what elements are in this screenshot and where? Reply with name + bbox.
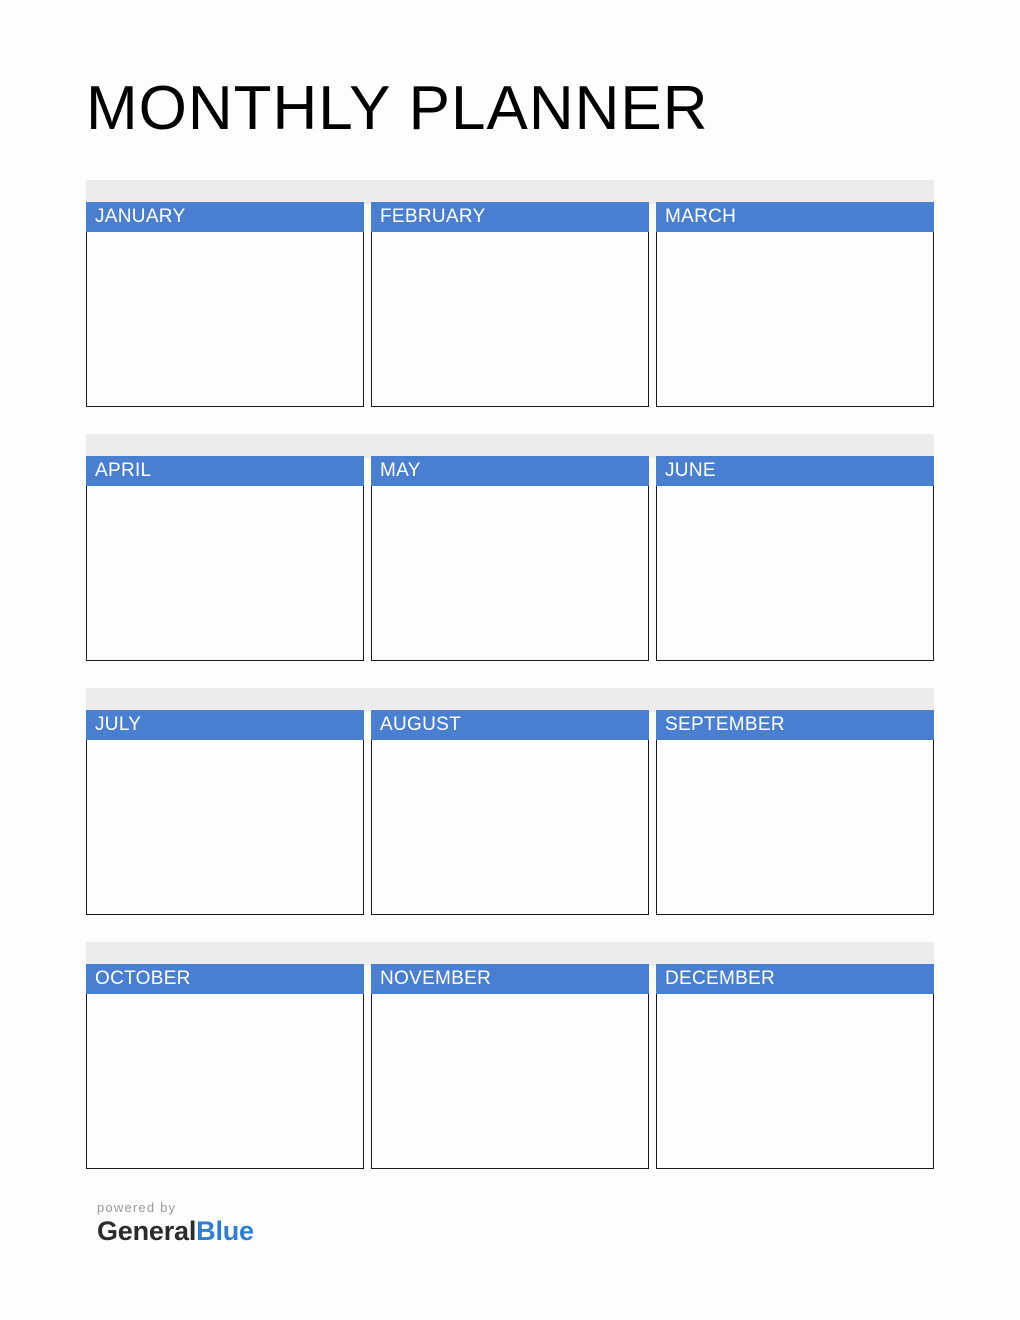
month-card-june[interactable] bbox=[656, 456, 934, 661]
month-card-august[interactable] bbox=[371, 710, 649, 915]
month-label: MAY bbox=[371, 456, 649, 486]
months-grid bbox=[86, 180, 934, 1196]
month-card-april[interactable] bbox=[86, 456, 364, 661]
month-notes-area[interactable] bbox=[371, 994, 649, 1169]
month-notes-area[interactable] bbox=[86, 994, 364, 1169]
month-label: JUNE bbox=[656, 456, 934, 486]
month-label: AUGUST bbox=[371, 710, 649, 740]
month-label: MARCH bbox=[656, 202, 934, 232]
month-notes-area[interactable] bbox=[656, 232, 934, 407]
month-card-october[interactable] bbox=[86, 964, 364, 1169]
month-card-november[interactable] bbox=[371, 964, 649, 1169]
month-card-may[interactable] bbox=[371, 456, 649, 661]
month-notes-area[interactable] bbox=[371, 232, 649, 407]
page-title: MONTHLY PLANNER bbox=[86, 74, 709, 143]
month-card-december[interactable] bbox=[656, 964, 934, 1169]
month-label: SEPTEMBER bbox=[656, 710, 934, 740]
month-label: NOVEMBER bbox=[371, 964, 649, 994]
footer bbox=[97, 1200, 397, 1247]
month-row bbox=[86, 180, 934, 407]
month-notes-area[interactable] bbox=[86, 232, 364, 407]
month-label: APRIL bbox=[86, 456, 364, 486]
month-card-february[interactable] bbox=[371, 202, 649, 407]
month-notes-area[interactable] bbox=[86, 740, 364, 915]
month-notes-area[interactable] bbox=[656, 740, 934, 915]
month-label: JULY bbox=[86, 710, 364, 740]
month-label: FEBRUARY bbox=[371, 202, 649, 232]
month-card-september[interactable] bbox=[656, 710, 934, 915]
month-label: DECEMBER bbox=[656, 964, 934, 994]
month-notes-area[interactable] bbox=[656, 994, 934, 1169]
month-row bbox=[86, 688, 934, 915]
brand-logo bbox=[97, 1217, 397, 1247]
month-row bbox=[86, 434, 934, 661]
month-card-january[interactable] bbox=[86, 202, 364, 407]
brand-blue: Blue bbox=[196, 1216, 254, 1246]
month-label: OCTOBER bbox=[86, 964, 364, 994]
month-notes-area[interactable] bbox=[371, 486, 649, 661]
month-row bbox=[86, 942, 934, 1169]
month-card-july[interactable] bbox=[86, 710, 364, 915]
month-card-march[interactable] bbox=[656, 202, 934, 407]
brand-general: General bbox=[97, 1216, 197, 1246]
powered-by-label: powered by bbox=[97, 1200, 177, 1215]
month-label: JANUARY bbox=[86, 202, 364, 232]
month-notes-area[interactable] bbox=[371, 740, 649, 915]
month-notes-area[interactable] bbox=[86, 486, 364, 661]
month-notes-area[interactable] bbox=[656, 486, 934, 661]
